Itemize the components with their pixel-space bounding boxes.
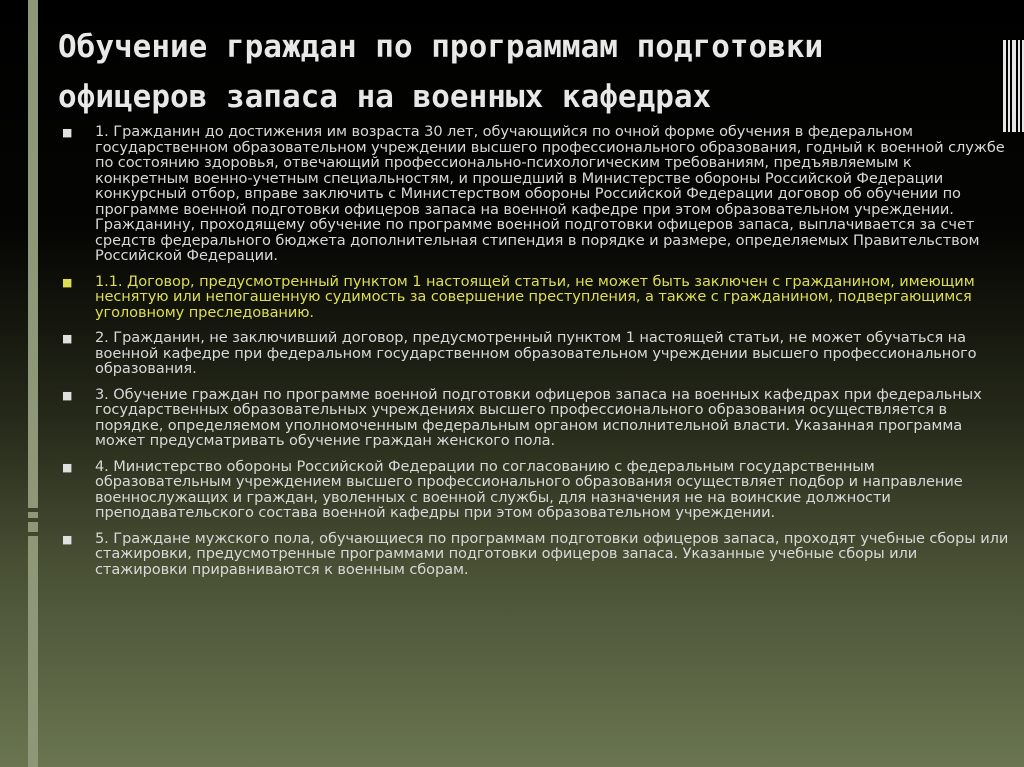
bullet-icon: ■ xyxy=(62,532,73,546)
list-item xyxy=(62,387,1010,449)
bullet-icon: ■ xyxy=(62,460,73,474)
content-list xyxy=(62,124,1010,587)
slide-title: Обучение граждан по программам подготовки офицеров запаса на военных кафедрах xyxy=(58,29,824,115)
list-item xyxy=(62,531,1010,578)
bullet-icon: ■ xyxy=(62,332,73,345)
list-item xyxy=(62,459,1010,521)
item-text: 2. Гражданин, не заключивший договор, предусмотренный пунктом 1 настоящей статьи, не может обучаться на военной кафедре при федеральном государственном образовательном учреждении высшего профессионального образования. xyxy=(95,329,977,377)
item-text: 3. Обучение граждан по программе военной подготовки офицеров запаса на военных кафедрах при федеральных государственных образовательных учреждениях высшего профессионального образования осуществляется в порядке, определяемом уполномоченным федеральным органом исполнительной власти. Указанная программа может предусматривать обучение граждан женского пола. xyxy=(95,385,982,449)
bullet-icon: ■ xyxy=(62,126,73,139)
list-item xyxy=(62,124,1010,264)
item-text: 1.1. Договор, предусмотренный пунктом 1 настоящей статьи, не может быть заключен с гражданином, имеющим неснятую или непогашенную судимость за совершение преступления, а также с гражданином, подвергающимся уголовному преследованию. xyxy=(95,272,975,321)
bullet-icon: ■ xyxy=(62,275,73,289)
left-decorative-stripes xyxy=(28,0,38,767)
item-text: 5. Граждане мужского пола, обучающиеся по программам подготовки офицеров запаса, проходят учебные сборы или стажировки, предусмотренные программами подготовки офицеров запаса. Указанные учебные сборы или стажировки приравниваются к военным сборам. xyxy=(95,529,1009,578)
bullet-icon: ■ xyxy=(62,388,73,402)
item-text: 4. Министерство обороны Российской Федерации по согласованию с федеральным государственным образовательным учреждением высшего профессионального образования осуществляет подбор и направление военнослужащих и граждан, уволенных с военной службы, для назначения не на воинские должности преподавательского состава военной кафедры при этом образовательном учреждении. xyxy=(95,457,963,521)
right-decorative-bars xyxy=(1003,40,1024,132)
list-item-highlighted xyxy=(62,274,1010,321)
list-item xyxy=(62,330,1010,377)
item-text: 1. Гражданин до достижения им возраста 30 лет, обучающийся по очной форме обучения в федеральном государственном образовательном учреждении высшего профессионального образования, годный к военной службе по состоянию здоровья, отвечающий профессионально-психологическим требованиям, предъявляемым к конкретным военно-учетным специальностям, и прошедший в Министерстве обороны Российской Федерации конкурсный отбор, вправе заключить с Министерством обороны Российской Федерации договор об обучении по программе военной подготовки офицеров запаса на военной кафедре при этом образовательном учреждении. Гражданину, проходящему обучение по программе военной подготовки офицеров запаса, выплачивается за счет средств федерального бюджета дополнительная стипендия в порядке и размере, определяемых Правительством Российской Федерации. xyxy=(95,123,1005,264)
